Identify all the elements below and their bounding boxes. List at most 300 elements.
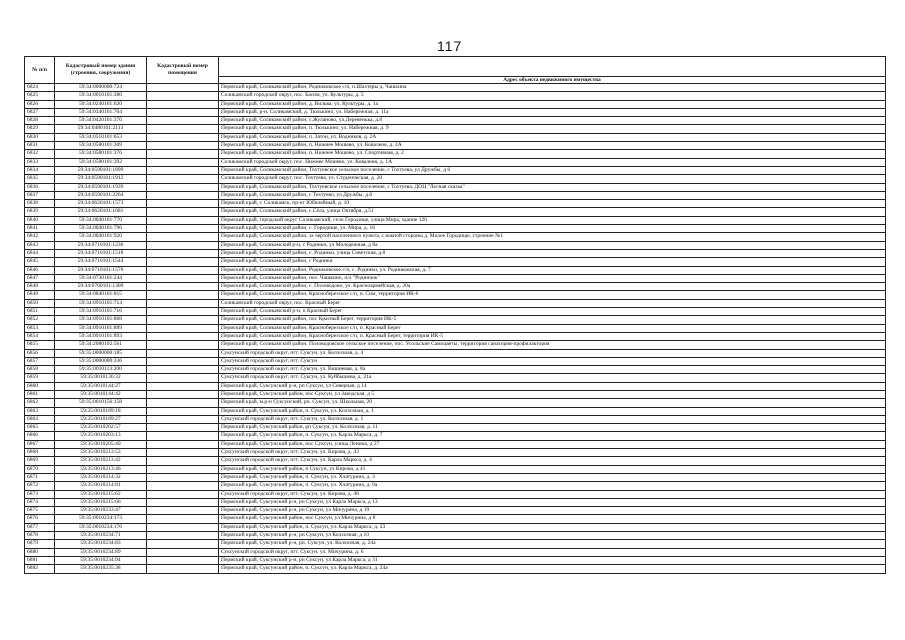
table-row bbox=[25, 507, 886, 515]
address-cell: Пермский край, Суксунский р-н, рп. Суксун, ул. Колхозная, д. 24а bbox=[219, 540, 886, 548]
address-cell: Пермский край, Соликамский район, пос. Чашкино, п/л "Родничок" bbox=[219, 274, 886, 282]
cadastral-number: 59:34:2080102:561 bbox=[55, 341, 147, 349]
row-number: 6874 bbox=[25, 498, 55, 506]
room-number bbox=[147, 150, 219, 158]
address-cell: Пермский край, Соликамский район, с. Городище, ул. Мира, д. 16 bbox=[219, 225, 886, 233]
table-row bbox=[25, 283, 886, 291]
table-row bbox=[25, 133, 886, 141]
address-cell: Пермский край, Соликамский район, Родниковское с/п, с. Родники, ул. Родниковская, д. 7 bbox=[219, 266, 886, 274]
row-number: 6825 bbox=[25, 92, 55, 100]
address-cell: Пермский край, Соликамский р-н, п Красный Берег bbox=[219, 308, 886, 316]
cadastral-number: 59:35:0010214:32 bbox=[55, 473, 147, 481]
cadastral-number: 59:34:0640101:920 bbox=[55, 233, 147, 241]
cadastral-number: 59:34:0710101:1544 bbox=[55, 258, 147, 266]
row-number: 6836 bbox=[25, 183, 55, 191]
room-number bbox=[147, 523, 219, 531]
cadastral-number: 59:35:0010205:40 bbox=[55, 440, 147, 448]
cadastral-number: 59:35:0010189:18 bbox=[55, 407, 147, 415]
row-number: 6873 bbox=[25, 490, 55, 498]
cadastral-number: 59:35:0010215:62 bbox=[55, 490, 147, 498]
header-room: Кадастровый номер помещения bbox=[147, 57, 219, 84]
address-cell: Пермский край, Суксунский район, пос Суксун, ул Мичурина, д 8 bbox=[219, 515, 886, 523]
room-number bbox=[147, 200, 219, 208]
table-row bbox=[25, 490, 886, 498]
address-cell: Пермский край, Соликамский район, Половодовское сельское поселение, пос. Усольские Самоцветы, территория санатория-профилактория bbox=[219, 341, 886, 349]
room-number bbox=[147, 283, 219, 291]
row-number: 6829 bbox=[25, 125, 55, 133]
table-row bbox=[25, 382, 886, 390]
row-number: 6839 bbox=[25, 208, 55, 216]
cadastral-number: 59:34:0620101:1573 bbox=[55, 200, 147, 208]
table-row bbox=[25, 92, 886, 100]
row-number: 6871 bbox=[25, 473, 55, 481]
address-cell: Пермский край, Соликамский р-н, с Родники, ул Молодежная, д 8а bbox=[219, 241, 886, 249]
room-number bbox=[147, 498, 219, 506]
room-number bbox=[147, 473, 219, 481]
cadastral-number: 59:35:0010234:176 bbox=[55, 523, 147, 531]
room-number bbox=[147, 233, 219, 241]
address-cell: Пермский край, Соликамский район, Тохтуевское сельское поселение, с Тохтуева, ДОЦ "Лесная сказка" bbox=[219, 183, 886, 191]
room-number bbox=[147, 142, 219, 150]
address-cell: Суксунский городской округ, пгт. Суксун, ул. Куйбышева, д. 21а bbox=[219, 374, 886, 382]
header-address: Адрес объекта недвижимого имущества bbox=[219, 77, 886, 84]
row-number: 6864 bbox=[25, 415, 55, 423]
table-row bbox=[25, 415, 886, 423]
room-number bbox=[147, 424, 219, 432]
table-row bbox=[25, 291, 886, 299]
address-cell: Пермский край, Суксунский р-н, рп Суксун, ул Мичурина, д 19 bbox=[219, 507, 886, 515]
address-cell: Соликамский городской округ, пос. Басим, ул. Культуры, д. 5 bbox=[219, 92, 886, 100]
table-row bbox=[25, 457, 886, 465]
row-number: 6877 bbox=[25, 523, 55, 531]
table-row bbox=[25, 142, 886, 150]
cadastral-number: 59:35:0010213:42 bbox=[55, 457, 147, 465]
address-cell: Пермский край, Соликамский район, пос Красный Берег, территория ИК-5 bbox=[219, 316, 886, 324]
row-number: 6857 bbox=[25, 357, 55, 365]
table-row bbox=[25, 424, 886, 432]
room-number bbox=[147, 316, 219, 324]
room-number bbox=[147, 166, 219, 174]
address-cell: Пермский край, Суксунский район, п. Суксун, ул. Карла Маркса, д. 23 bbox=[219, 523, 886, 531]
row-number: 6868 bbox=[25, 449, 55, 457]
table-row bbox=[25, 465, 886, 473]
room-number bbox=[147, 515, 219, 523]
table-row bbox=[25, 100, 886, 108]
cadastral-number: 59:35:0010234:89 bbox=[55, 548, 147, 556]
row-number: 6847 bbox=[25, 274, 55, 282]
address-cell: Суксунский городской округ, пгт. Суксун, ул. Колхозная, д. 4 bbox=[219, 349, 886, 357]
address-cell: Пермский край, Суксунский район, пос Суксун, улица Ленина, д 27 bbox=[219, 440, 886, 448]
property-registry-table bbox=[24, 56, 886, 574]
table-row bbox=[25, 258, 886, 266]
cadastral-number: 59:35:0010234:83 bbox=[55, 540, 147, 548]
table-row bbox=[25, 366, 886, 374]
table-row bbox=[25, 357, 886, 365]
table-row bbox=[25, 540, 886, 548]
address-cell: Пермский край, Соликамский район, с.Жуланово, ул.Деревенька, д.8 bbox=[219, 117, 886, 125]
cadastral-number: 59:34:0590101:1912 bbox=[55, 175, 147, 183]
address-cell: Пермский край, Соликамский район, Красноберезское с/п, п. Сим, территория ИК-6 bbox=[219, 291, 886, 299]
row-number: 6843 bbox=[25, 241, 55, 249]
table-row bbox=[25, 349, 886, 357]
address-cell: Пермский край, Суксунский район, рп Суксун, ул. Колхозная, д. 11 bbox=[219, 424, 886, 432]
cadastral-number: 59:34:0710101:1518 bbox=[55, 249, 147, 257]
address-cell: Пермский край, Соликамский район, п. Нижнее Мошево, ул. Спортивная, д. 2 bbox=[219, 150, 886, 158]
cadastral-number: 59:34:0910101:716 bbox=[55, 308, 147, 316]
room-number bbox=[147, 249, 219, 257]
row-number: 6865 bbox=[25, 424, 55, 432]
cadastral-number: 59:35:0010113:200 bbox=[55, 366, 147, 374]
row-number: 6844 bbox=[25, 249, 55, 257]
room-number bbox=[147, 216, 219, 224]
address-cell: Пермский край, Суксунский район, п. Суксун, ул. Хлатурина, д. 9а bbox=[219, 482, 886, 490]
table-row bbox=[25, 299, 886, 307]
room-number bbox=[147, 449, 219, 457]
address-cell: Пермский край, Суксунский р-н, рп Суксун, ул Карла Маркса, д 13 bbox=[219, 498, 886, 506]
cadastral-number: 59:34:0760101:1309 bbox=[55, 283, 147, 291]
row-number: 6861 bbox=[25, 390, 55, 398]
room-number bbox=[147, 225, 219, 233]
room-number bbox=[147, 382, 219, 390]
room-number bbox=[147, 332, 219, 340]
cadastral-number: 59:34:0640101:796 bbox=[55, 225, 147, 233]
table-row bbox=[25, 216, 886, 224]
table-row bbox=[25, 249, 886, 257]
page-number: 117 bbox=[437, 38, 463, 54]
address-cell: Пермский край, Суксунский район, пос Суксун, ул Заводская, д 5 bbox=[219, 390, 886, 398]
row-number: 6828 bbox=[25, 117, 55, 125]
cadastral-number: 59:35:0010213:53 bbox=[55, 449, 147, 457]
table-row bbox=[25, 341, 886, 349]
address-cell: Пермский край, Соликамский район, Родниковское с/п, п.Шахтеры д. Чашкина bbox=[219, 84, 886, 92]
room-number bbox=[147, 291, 219, 299]
cadastral-number: 59:35:0010234:71 bbox=[55, 532, 147, 540]
cadastral-number: 59:34:0420101:376 bbox=[55, 117, 147, 125]
row-number: 6882 bbox=[25, 565, 55, 573]
address-cell: Суксунский городской округ, пгт. Суксун, ул. Кирова, д. 43 bbox=[219, 449, 886, 457]
cadastral-number: 59:35:0010233:47 bbox=[55, 507, 147, 515]
room-number bbox=[147, 125, 219, 133]
cadastral-number: 59:35:0010136:32 bbox=[55, 374, 147, 382]
cadastral-number: 59:34:0480101:2113 bbox=[55, 125, 147, 133]
room-number bbox=[147, 415, 219, 423]
row-number: 6855 bbox=[25, 341, 55, 349]
row-number: 6827 bbox=[25, 108, 55, 116]
cadastral-number: 59:35:0010215:66 bbox=[55, 498, 147, 506]
room-number bbox=[147, 299, 219, 307]
header-cadastral: Кадастровый номер здания (строения, сооружения) bbox=[55, 57, 147, 84]
cadastral-number: 59:35:0010214:81 bbox=[55, 482, 147, 490]
address-cell: Пермский край, Суксунский район, п. Суксун, ул. Карла Маркса, д. 7 bbox=[219, 432, 886, 440]
table-row bbox=[25, 316, 886, 324]
cadastral-number: 59:35:0010213:46 bbox=[55, 465, 147, 473]
cadastral-number: 59:34:0730101:244 bbox=[55, 274, 147, 282]
table-row bbox=[25, 399, 886, 407]
room-number bbox=[147, 117, 219, 125]
table-row bbox=[25, 233, 886, 241]
address-cell: Пермский край, Соликамский район, д. Вильва, ул. Культуры, д. 1а bbox=[219, 100, 886, 108]
table-row bbox=[25, 183, 886, 191]
row-number: 6824 bbox=[25, 84, 55, 92]
table-row bbox=[25, 191, 886, 199]
cadastral-number: 59:34:0510101:653 bbox=[55, 133, 147, 141]
room-number bbox=[147, 133, 219, 141]
cadastral-number: 59:34:0620101:1681 bbox=[55, 208, 147, 216]
table-row bbox=[25, 390, 886, 398]
cadastral-number: 59:35:0010234:173 bbox=[55, 515, 147, 523]
address-cell: Суксунский городской округ, пгт. Суксун, ул. Карла Маркса, д. 4 bbox=[219, 457, 886, 465]
cadastral-number: 59:34:0580101:376 bbox=[55, 150, 147, 158]
row-number: 6846 bbox=[25, 266, 55, 274]
cadastral-number: 59:35:0010144:27 bbox=[55, 382, 147, 390]
address-cell: Пермский край, Соликамский район, п. Затон, ул. Водников, д. 2А bbox=[219, 133, 886, 141]
room-number bbox=[147, 183, 219, 191]
room-number bbox=[147, 490, 219, 498]
room-number bbox=[147, 100, 219, 108]
address-cell: Пермский край, Соликамский район, п. Нижнее Мошево, ул. Коваленя, д. 2А bbox=[219, 142, 886, 150]
row-number: 6835 bbox=[25, 175, 55, 183]
room-number bbox=[147, 399, 219, 407]
table-row bbox=[25, 308, 886, 316]
row-number: 6856 bbox=[25, 349, 55, 357]
room-number bbox=[147, 390, 219, 398]
address-cell: Пермский край, Суксунский район, п. Суксун, ул. Карла Маркса, д. 24а bbox=[219, 565, 886, 573]
row-number: 6876 bbox=[25, 515, 55, 523]
room-number bbox=[147, 84, 219, 92]
row-number: 6866 bbox=[25, 432, 55, 440]
address-cell: Соликамский городской округ, пос. Красный Берег bbox=[219, 299, 886, 307]
row-number: 6878 bbox=[25, 532, 55, 540]
table-row bbox=[25, 556, 886, 564]
address-cell: Пермский край, Соликамский район, за чертой населенного пункта, с южной стороны д. Малое Городище, строение №1 bbox=[219, 233, 886, 241]
row-number: 6848 bbox=[25, 283, 55, 291]
cadastral-number: 59:35:0010189:27 bbox=[55, 415, 147, 423]
address-cell: Пермский край, Соликамский район, п. Тюлькино, ул. Набережная, д. 9 bbox=[219, 125, 886, 133]
address-cell: Пермский край, г. Соликамск, пр-кт Юбилейный, д. 10 bbox=[219, 200, 886, 208]
table-body bbox=[25, 84, 886, 574]
row-number: 6854 bbox=[25, 332, 55, 340]
cadastral-number: 59:34:0910101:714 bbox=[55, 299, 147, 307]
room-number bbox=[147, 548, 219, 556]
table-row bbox=[25, 523, 886, 531]
table-row bbox=[25, 175, 886, 183]
row-number: 6842 bbox=[25, 233, 55, 241]
table-row bbox=[25, 565, 886, 573]
cadastral-number: 59:34:0590101:1939 bbox=[55, 183, 147, 191]
cadastral-number: 59:35:0000000:336 bbox=[55, 357, 147, 365]
cadastral-number: 59:34:0910101:893 bbox=[55, 332, 147, 340]
room-number bbox=[147, 440, 219, 448]
table-row bbox=[25, 200, 886, 208]
cadastral-number: 59:35:0010234:94 bbox=[55, 556, 147, 564]
row-number: 6872 bbox=[25, 482, 55, 490]
address-cell: Пермский край, Соликамский район, с.Сёла, улица Октября, д.51 bbox=[219, 208, 886, 216]
room-number bbox=[147, 92, 219, 100]
cadastral-number: 59:35:0010156:158 bbox=[55, 399, 147, 407]
address-cell: Суксунский городской округ, пгт. Суксун, ул. Колхозная, д. 1 bbox=[219, 415, 886, 423]
row-number: 6837 bbox=[25, 191, 55, 199]
row-number: 6862 bbox=[25, 399, 55, 407]
table-row bbox=[25, 208, 886, 216]
room-number bbox=[147, 366, 219, 374]
room-number bbox=[147, 349, 219, 357]
room-number bbox=[147, 241, 219, 249]
table-row bbox=[25, 548, 886, 556]
room-number bbox=[147, 565, 219, 573]
row-number: 6869 bbox=[25, 457, 55, 465]
row-number: 6860 bbox=[25, 382, 55, 390]
table-row bbox=[25, 440, 886, 448]
table-row bbox=[25, 108, 886, 116]
room-number bbox=[147, 324, 219, 332]
room-number bbox=[147, 108, 219, 116]
row-number: 6867 bbox=[25, 440, 55, 448]
room-number bbox=[147, 191, 219, 199]
cadastral-number: 59:34:0910101:889 bbox=[55, 324, 147, 332]
address-cell: Пермский край, Соликамский район, Тохтуевское сельское поселение, с Тохтуева, ул Дружбы, д 6 bbox=[219, 166, 886, 174]
row-number: 6853 bbox=[25, 324, 55, 332]
address-cell: Пермский край, Суксунский р-н, рп Суксун, ул Колхозная, д 10 bbox=[219, 532, 886, 540]
room-number bbox=[147, 540, 219, 548]
cadastral-number: 59:34:0710101:1236 bbox=[55, 241, 147, 249]
row-number: 6881 bbox=[25, 556, 55, 564]
table-row bbox=[25, 332, 886, 340]
address-cell: Пермский край, Соликамский район, с. Половодово, ул. Красноармейская, д. 20а bbox=[219, 283, 886, 291]
header-blank bbox=[219, 57, 886, 77]
table-row bbox=[25, 84, 886, 92]
room-number bbox=[147, 465, 219, 473]
cadastral-number: 59:34:0580101:369 bbox=[55, 142, 147, 150]
table-row bbox=[25, 158, 886, 166]
address-cell: Пермский край, городской округ Соликамский, село Городище, улица Мира, здание 126 bbox=[219, 216, 886, 224]
cadastral-number: 59:34:0840101:815 bbox=[55, 291, 147, 299]
table-row bbox=[25, 374, 886, 382]
address-cell: Пермский край, Суксунский район, п. Суксун, ул. Колхозная, д. 1 bbox=[219, 407, 886, 415]
row-number: 6841 bbox=[25, 225, 55, 233]
row-number: 6850 bbox=[25, 299, 55, 307]
room-number bbox=[147, 357, 219, 365]
cadastral-number: 59:35:0010203:13 bbox=[55, 432, 147, 440]
row-number: 6849 bbox=[25, 291, 55, 299]
table-row bbox=[25, 482, 886, 490]
room-number bbox=[147, 258, 219, 266]
cadastral-number: 59:34:0590101:2264 bbox=[55, 191, 147, 199]
address-cell: Пермский край, м.р-н Суксунский, рп. Суксун, ул. Школьная, 20 bbox=[219, 399, 886, 407]
row-number: 6880 bbox=[25, 548, 55, 556]
row-number: 6859 bbox=[25, 374, 55, 382]
address-cell: Соликамский городской округ, пос. Тохтуева, ул. Студенческая, д. 20 bbox=[219, 175, 886, 183]
address-cell: Пермский край, р-н. Соликамский, д. Тюлькино, ул. Набережная, д. 11а bbox=[219, 108, 886, 116]
address-cell: Соликамский городской округ, пос. Нижнее Мошево, ул. Коваленя, д. 1А bbox=[219, 158, 886, 166]
row-number: 6833 bbox=[25, 158, 55, 166]
row-number: 6845 bbox=[25, 258, 55, 266]
table-row bbox=[25, 432, 886, 440]
table-row bbox=[25, 166, 886, 174]
row-number: 6826 bbox=[25, 100, 55, 108]
cadastral-number: 59:34:0010101:380 bbox=[55, 92, 147, 100]
room-number bbox=[147, 507, 219, 515]
row-number: 6863 bbox=[25, 407, 55, 415]
row-number: 6834 bbox=[25, 166, 55, 174]
cadastral-number: 59:35:0010202:57 bbox=[55, 424, 147, 432]
room-number bbox=[147, 308, 219, 316]
cadastral-number: 59:35:0000000:185 bbox=[55, 349, 147, 357]
cadastral-number: 59:34:0910101:868 bbox=[55, 316, 147, 324]
table-row bbox=[25, 449, 886, 457]
address-cell: Пермский край, Соликамский район, с. Родники, улица Советская, д.8 bbox=[219, 249, 886, 257]
address-cell: Пермский край, Суксунский район, п. Суксун, ул. Хлатурина, д. 3 bbox=[219, 473, 886, 481]
room-number bbox=[147, 341, 219, 349]
table-row bbox=[25, 117, 886, 125]
address-cell: Пермский край, Соликамский район, Красноберезское с/п, п. Красный Берег bbox=[219, 324, 886, 332]
table-row bbox=[25, 515, 886, 523]
table-row bbox=[25, 473, 886, 481]
address-cell: Пермский край, Соликамский район, с Тохтуево, ул.Дружбы, д.6 bbox=[219, 191, 886, 199]
table-row bbox=[25, 407, 886, 415]
cadastral-number: 59:34:0000000:724 bbox=[55, 84, 147, 92]
room-number bbox=[147, 208, 219, 216]
table-row bbox=[25, 125, 886, 133]
room-number bbox=[147, 158, 219, 166]
cadastral-number: 59:35:0010235:38 bbox=[55, 565, 147, 573]
room-number bbox=[147, 457, 219, 465]
room-number bbox=[147, 482, 219, 490]
address-cell: Суксунский городской округ, пгт. Суксун, ул. Мичурина, д. 6 bbox=[219, 548, 886, 556]
row-number: 6830 bbox=[25, 133, 55, 141]
room-number bbox=[147, 266, 219, 274]
address-cell: Пермский край, Соликамский район, с Родники bbox=[219, 258, 886, 266]
row-number: 6852 bbox=[25, 316, 55, 324]
cadastral-number: 59:34:0590101:1899 bbox=[55, 166, 147, 174]
row-number: 6831 bbox=[25, 142, 55, 150]
address-cell: Суксунский городской округ, пгт. Суксун bbox=[219, 357, 886, 365]
row-number: 6851 bbox=[25, 308, 55, 316]
cadastral-number: 59:34:0240101:620 bbox=[55, 100, 147, 108]
table-row bbox=[25, 241, 886, 249]
address-cell: Пермский край, Соликамский район, Красноберезское с/п, п. Красный Берег, территория ИК-5 bbox=[219, 332, 886, 340]
address-cell: Пермский край, Суксунский р-н, рп Суксун, ул Карла Маркса, д 31 bbox=[219, 556, 886, 564]
address-cell: Суксунский городской округ, пгт. Суксун, ул. Вишневая, д. 8а bbox=[219, 366, 886, 374]
room-number bbox=[147, 374, 219, 382]
header-num: № п/п bbox=[25, 57, 55, 84]
cadastral-number: 59:34:0710101:1576 bbox=[55, 266, 147, 274]
row-number: 6858 bbox=[25, 366, 55, 374]
table-header bbox=[25, 57, 886, 84]
room-number bbox=[147, 274, 219, 282]
row-number: 6832 bbox=[25, 150, 55, 158]
table-row bbox=[25, 225, 886, 233]
room-number bbox=[147, 432, 219, 440]
table-row bbox=[25, 498, 886, 506]
row-number: 6838 bbox=[25, 200, 55, 208]
address-cell: Суксунский городской округ, пгт. Суксун, ул. Кирова, д. 48 bbox=[219, 490, 886, 498]
cadastral-number: 59:34:0340101:764 bbox=[55, 108, 147, 116]
table-row bbox=[25, 266, 886, 274]
row-number: 6875 bbox=[25, 507, 55, 515]
table-row bbox=[25, 532, 886, 540]
row-number: 6879 bbox=[25, 540, 55, 548]
cadastral-number: 59:35:0010144:42 bbox=[55, 390, 147, 398]
address-cell: Пермский край, Суксунский р-н, рп Суксун, ул Северная, д 14 bbox=[219, 382, 886, 390]
table-row bbox=[25, 274, 886, 282]
row-number: 6840 bbox=[25, 216, 55, 224]
cadastral-number: 59:34:0640101:770 bbox=[55, 216, 147, 224]
cadastral-number: 59:34:0580101:392 bbox=[55, 158, 147, 166]
table-row bbox=[25, 150, 886, 158]
room-number bbox=[147, 556, 219, 564]
room-number bbox=[147, 407, 219, 415]
row-number: 6870 bbox=[25, 465, 55, 473]
